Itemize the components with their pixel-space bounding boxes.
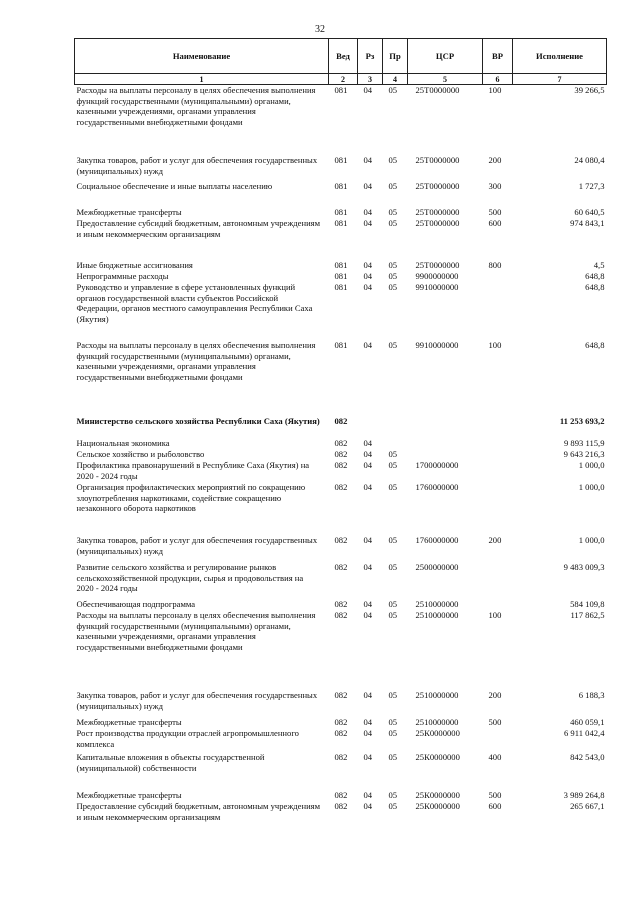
cell-csr: 25Т0000000 [415,260,460,270]
cell-csr: 2510000000 [415,717,459,727]
cell-execution: 9 893 115,9 [563,438,605,448]
cell-execution: 842 543,0 [570,752,605,762]
column-number: 2 [329,74,358,85]
cell-csr: 25Т0000000 [415,85,460,95]
cell-execution: 4,5 [593,260,605,270]
cell-rz: 04 [363,690,373,700]
cell-rz: 04 [363,282,373,292]
cell-csr: 2500000000 [415,562,459,572]
cell-pr: 05 [388,535,398,545]
cell-csr: 25К0000000 [415,752,460,762]
table-row [75,271,607,282]
table-row [75,260,607,271]
cell-vr [483,460,513,482]
table-row [75,690,607,717]
cell-vr [483,562,513,599]
cell-rz: 04 [363,449,373,459]
cell-rz: 04 [363,85,373,95]
table-row [75,460,607,482]
cell-pr: 05 [388,562,398,572]
cell-vr [483,449,513,460]
cell-rz: 04 [363,535,373,545]
cell-name: Национальная экономика [76,438,170,448]
cell-name: Организация профилактических мероприятий по сокращению злоупотребления наркотиками, содействие сокращению незаконного оборота наркотиков [76,482,306,514]
cell-name: Предоставление субсидий бюджетным, автономным учреждениям и иным некоммерческим организациям [76,218,321,239]
cell-vr [483,416,513,438]
cell-vr: 200 [488,535,502,545]
table-row [75,449,607,460]
cell-ved: 082 [334,460,348,470]
cell-vr: 600 [488,218,502,228]
cell-rz: 04 [363,218,373,228]
column-number: 4 [383,74,408,85]
cell-pr: 05 [388,207,398,217]
cell-ved: 082 [334,438,348,448]
cell-execution: 265 667,1 [570,801,605,811]
cell-vr [483,438,513,449]
cell-execution: 1 727,3 [578,181,605,191]
cell-vr: 100 [488,340,502,350]
cell-name: Социальное обеспечение и иные выплаты населению [76,181,273,191]
cell-execution: 60 640,5 [574,207,605,217]
cell-csr: 2510000000 [415,690,459,700]
cell-execution: 9 643 216,3 [563,449,605,459]
cell-name: Обеспечивающая подпрограмма [76,599,196,609]
cell-ved: 082 [334,599,348,609]
cell-rz: 04 [363,599,373,609]
cell-csr [408,416,483,438]
cell-pr: 05 [388,728,398,738]
cell-name: Развитие сельского хозяйства и регулирование рынков сельскохозяйственной продукции, сырья и продовольствия на 2020 - 2024 годы [76,562,304,594]
cell-pr: 05 [388,449,398,459]
cell-name: Министерство сельского хозяйства Республики Саха (Якутия) [76,416,320,426]
cell-csr: 9900000000 [415,271,459,281]
cell-vr [483,728,513,752]
cell-pr: 05 [388,599,398,609]
cell-pr: 05 [388,752,398,762]
cell-vr: 400 [488,752,502,762]
cell-rz: 04 [363,801,373,811]
header-execution: Исполнение [513,39,607,74]
cell-csr: 1760000000 [415,535,459,545]
table-row [75,282,607,340]
cell-csr: 9910000000 [415,340,459,350]
cell-rz: 04 [363,482,373,492]
table-row [75,535,607,562]
cell-vr: 800 [488,260,502,270]
cell-name: Закупка товаров, работ и услуг для обеспечения государственных (муниципальных) нужд [76,535,318,556]
cell-csr: 25Т0000000 [415,181,460,191]
column-number: 5 [408,74,483,85]
cell-pr: 05 [388,460,398,470]
cell-name: Межбюджетные трансферты [76,717,182,727]
table-row [75,340,607,416]
cell-vr [483,282,513,340]
cell-vr: 100 [488,610,502,620]
cell-csr [408,438,483,449]
cell-ved: 082 [334,449,348,459]
cell-execution: 3 989 264,8 [563,790,605,800]
cell-rz: 04 [363,460,373,470]
cell-csr: 1760000000 [415,482,459,492]
cell-vr [483,482,513,535]
cell-name: Непрограммные расходы [76,271,169,281]
cell-execution: 1 000,0 [578,482,605,492]
table-row [75,790,607,801]
cell-ved: 081 [334,85,348,95]
cell-execution: 117 862,5 [570,610,605,620]
cell-vr: 300 [488,181,502,191]
cell-name: Расходы на выплаты персоналу в целях обеспечения выполнения функций государственными (муниципальными) органами, казенными учреждениями, органами управления государственными внебюджетными фондами [76,610,316,652]
cell-csr: 25Т0000000 [415,207,460,217]
cell-pr [383,416,408,438]
cell-ved: 081 [334,155,348,165]
column-number: 6 [483,74,513,85]
cell-rz: 04 [363,752,373,762]
cell-pr: 05 [388,271,398,281]
header-name: Наименование [75,39,329,74]
table-row [75,416,607,438]
cell-csr: 25К0000000 [415,790,460,800]
cell-csr: 2510000000 [415,599,459,609]
cell-name: Сельское хозяйство и рыболовство [76,449,205,459]
cell-rz: 04 [363,562,373,572]
cell-ved: 082 [334,690,348,700]
header-vr: ВР [483,39,513,74]
cell-execution: 584 109,8 [570,599,605,609]
cell-pr: 05 [388,282,398,292]
cell-pr [383,438,408,449]
cell-vr: 500 [488,790,502,800]
cell-ved: 082 [334,416,348,426]
cell-pr: 05 [388,340,398,350]
budget-execution-table [74,38,607,823]
cell-pr: 05 [388,690,398,700]
table-row [75,181,607,207]
cell-pr: 05 [388,610,398,620]
cell-vr: 200 [488,690,502,700]
cell-ved: 081 [334,218,348,228]
cell-ved: 082 [334,790,348,800]
cell-name: Рост производства продукции отраслей агропромышленного комплекса [76,728,299,749]
cell-pr: 05 [388,85,398,95]
cell-name: Закупка товаров, работ и услуг для обеспечения государственных (муниципальных) нужд [76,690,318,711]
cell-vr: 100 [488,85,502,95]
cell-vr: 200 [488,155,502,165]
table-column-numbers-row [75,74,607,85]
cell-csr [408,449,483,460]
table-row [75,207,607,218]
cell-name: Расходы на выплаты персоналу в целях обеспечения выполнения функций государственными (муниципальными) органами, казенными учреждениями, органами управления государственными внебюджетными фондами [76,340,316,382]
cell-execution: 460 059,1 [570,717,605,727]
cell-execution: 11 253 693,2 [559,416,605,426]
cell-rz: 04 [363,260,373,270]
table-row [75,562,607,599]
cell-execution: 9 483 009,3 [563,562,605,572]
column-number: 7 [513,74,607,85]
cell-ved: 082 [334,482,348,492]
cell-csr: 2510000000 [415,610,459,620]
cell-rz [358,416,383,438]
cell-vr: 600 [488,801,502,811]
column-number: 1 [75,74,329,85]
cell-ved: 082 [334,562,348,572]
cell-rz: 04 [363,155,373,165]
table-row [75,155,607,181]
header-ved: Вед [329,39,358,74]
cell-pr: 05 [388,218,398,228]
cell-ved: 082 [334,728,348,738]
cell-ved: 082 [334,801,348,811]
cell-execution: 648,8 [585,340,605,350]
cell-rz: 04 [363,610,373,620]
cell-name: Иные бюджетные ассигнования [76,260,193,270]
cell-rz: 04 [363,790,373,800]
cell-vr: 500 [488,207,502,217]
cell-csr: 25К0000000 [415,801,460,811]
cell-vr [483,271,513,282]
cell-pr: 05 [388,717,398,727]
cell-execution: 6 911 042,4 [563,728,605,738]
cell-rz: 04 [363,728,373,738]
cell-pr: 05 [388,260,398,270]
cell-execution: 648,8 [585,271,605,281]
cell-pr: 05 [388,155,398,165]
cell-execution: 39 266,5 [574,85,605,95]
cell-rz: 04 [363,181,373,191]
cell-name: Межбюджетные трансферты [76,207,182,217]
cell-rz: 04 [363,438,373,448]
cell-rz: 04 [363,717,373,727]
table-row [75,218,607,260]
cell-execution: 1 000,0 [578,535,605,545]
table-row [75,610,607,690]
cell-name: Капитальные вложения в объекты государственной (муниципальной) собственности [76,752,265,773]
table-row [75,599,607,610]
cell-pr: 05 [388,482,398,492]
column-number: 3 [358,74,383,85]
cell-rz: 04 [363,207,373,217]
cell-csr: 25К0000000 [415,728,460,738]
table-body [75,85,607,824]
cell-name: Межбюджетные трансферты [76,790,182,800]
cell-name: Расходы на выплаты персоналу в целях обеспечения выполнения функций государственными (муниципальными) органами, казенными учреждениями, органами управления государственными внебюджетными фондами [76,85,316,127]
table-row [75,801,607,823]
cell-ved: 081 [334,260,348,270]
cell-pr: 05 [388,790,398,800]
table-row [75,728,607,752]
cell-ved: 082 [334,535,348,545]
cell-vr: 500 [488,717,502,727]
cell-csr: 25Т0000000 [415,218,460,228]
cell-name: Руководство и управление в сфере установленных функций органов государственной власти субъектов Российской Федерации, органов местного самоуправления Республики Саха (Якутия) [76,282,313,324]
cell-pr: 05 [388,801,398,811]
header-pr: Пр [383,39,408,74]
header-rz: Рз [358,39,383,74]
cell-rz: 04 [363,271,373,281]
table-row [75,717,607,728]
cell-pr: 05 [388,181,398,191]
cell-vr [483,599,513,610]
cell-ved: 081 [334,207,348,217]
cell-ved: 081 [334,271,348,281]
cell-csr: 25Т0000000 [415,155,460,165]
table-header-row [75,39,607,74]
table-row [75,482,607,535]
cell-ved: 082 [334,610,348,620]
cell-name: Предоставление субсидий бюджетным, автономным учреждениям и иным некоммерческим организациям [76,801,321,822]
cell-execution: 1 000,0 [578,460,605,470]
cell-csr: 9910000000 [415,282,459,292]
cell-execution: 974 843,1 [570,218,605,228]
table-row [75,438,607,449]
cell-ved: 081 [334,282,348,292]
cell-ved: 082 [334,752,348,762]
cell-execution: 648,8 [585,282,605,292]
page-number: 32 [315,24,325,35]
table-row [75,85,607,156]
table-row [75,752,607,790]
cell-ved: 082 [334,717,348,727]
cell-ved: 081 [334,181,348,191]
cell-rz: 04 [363,340,373,350]
cell-name: Закупка товаров, работ и услуг для обеспечения государственных (муниципальных) нужд [76,155,318,176]
cell-csr: 1700000000 [415,460,459,470]
cell-ved: 081 [334,340,348,350]
header-csr: ЦСР [408,39,483,74]
cell-execution: 6 188,3 [578,690,605,700]
cell-name: Профилактика правонарушений в Республике Саха (Якутия) на 2020 - 2024 годы [76,460,310,481]
cell-execution: 24 080,4 [574,155,605,165]
